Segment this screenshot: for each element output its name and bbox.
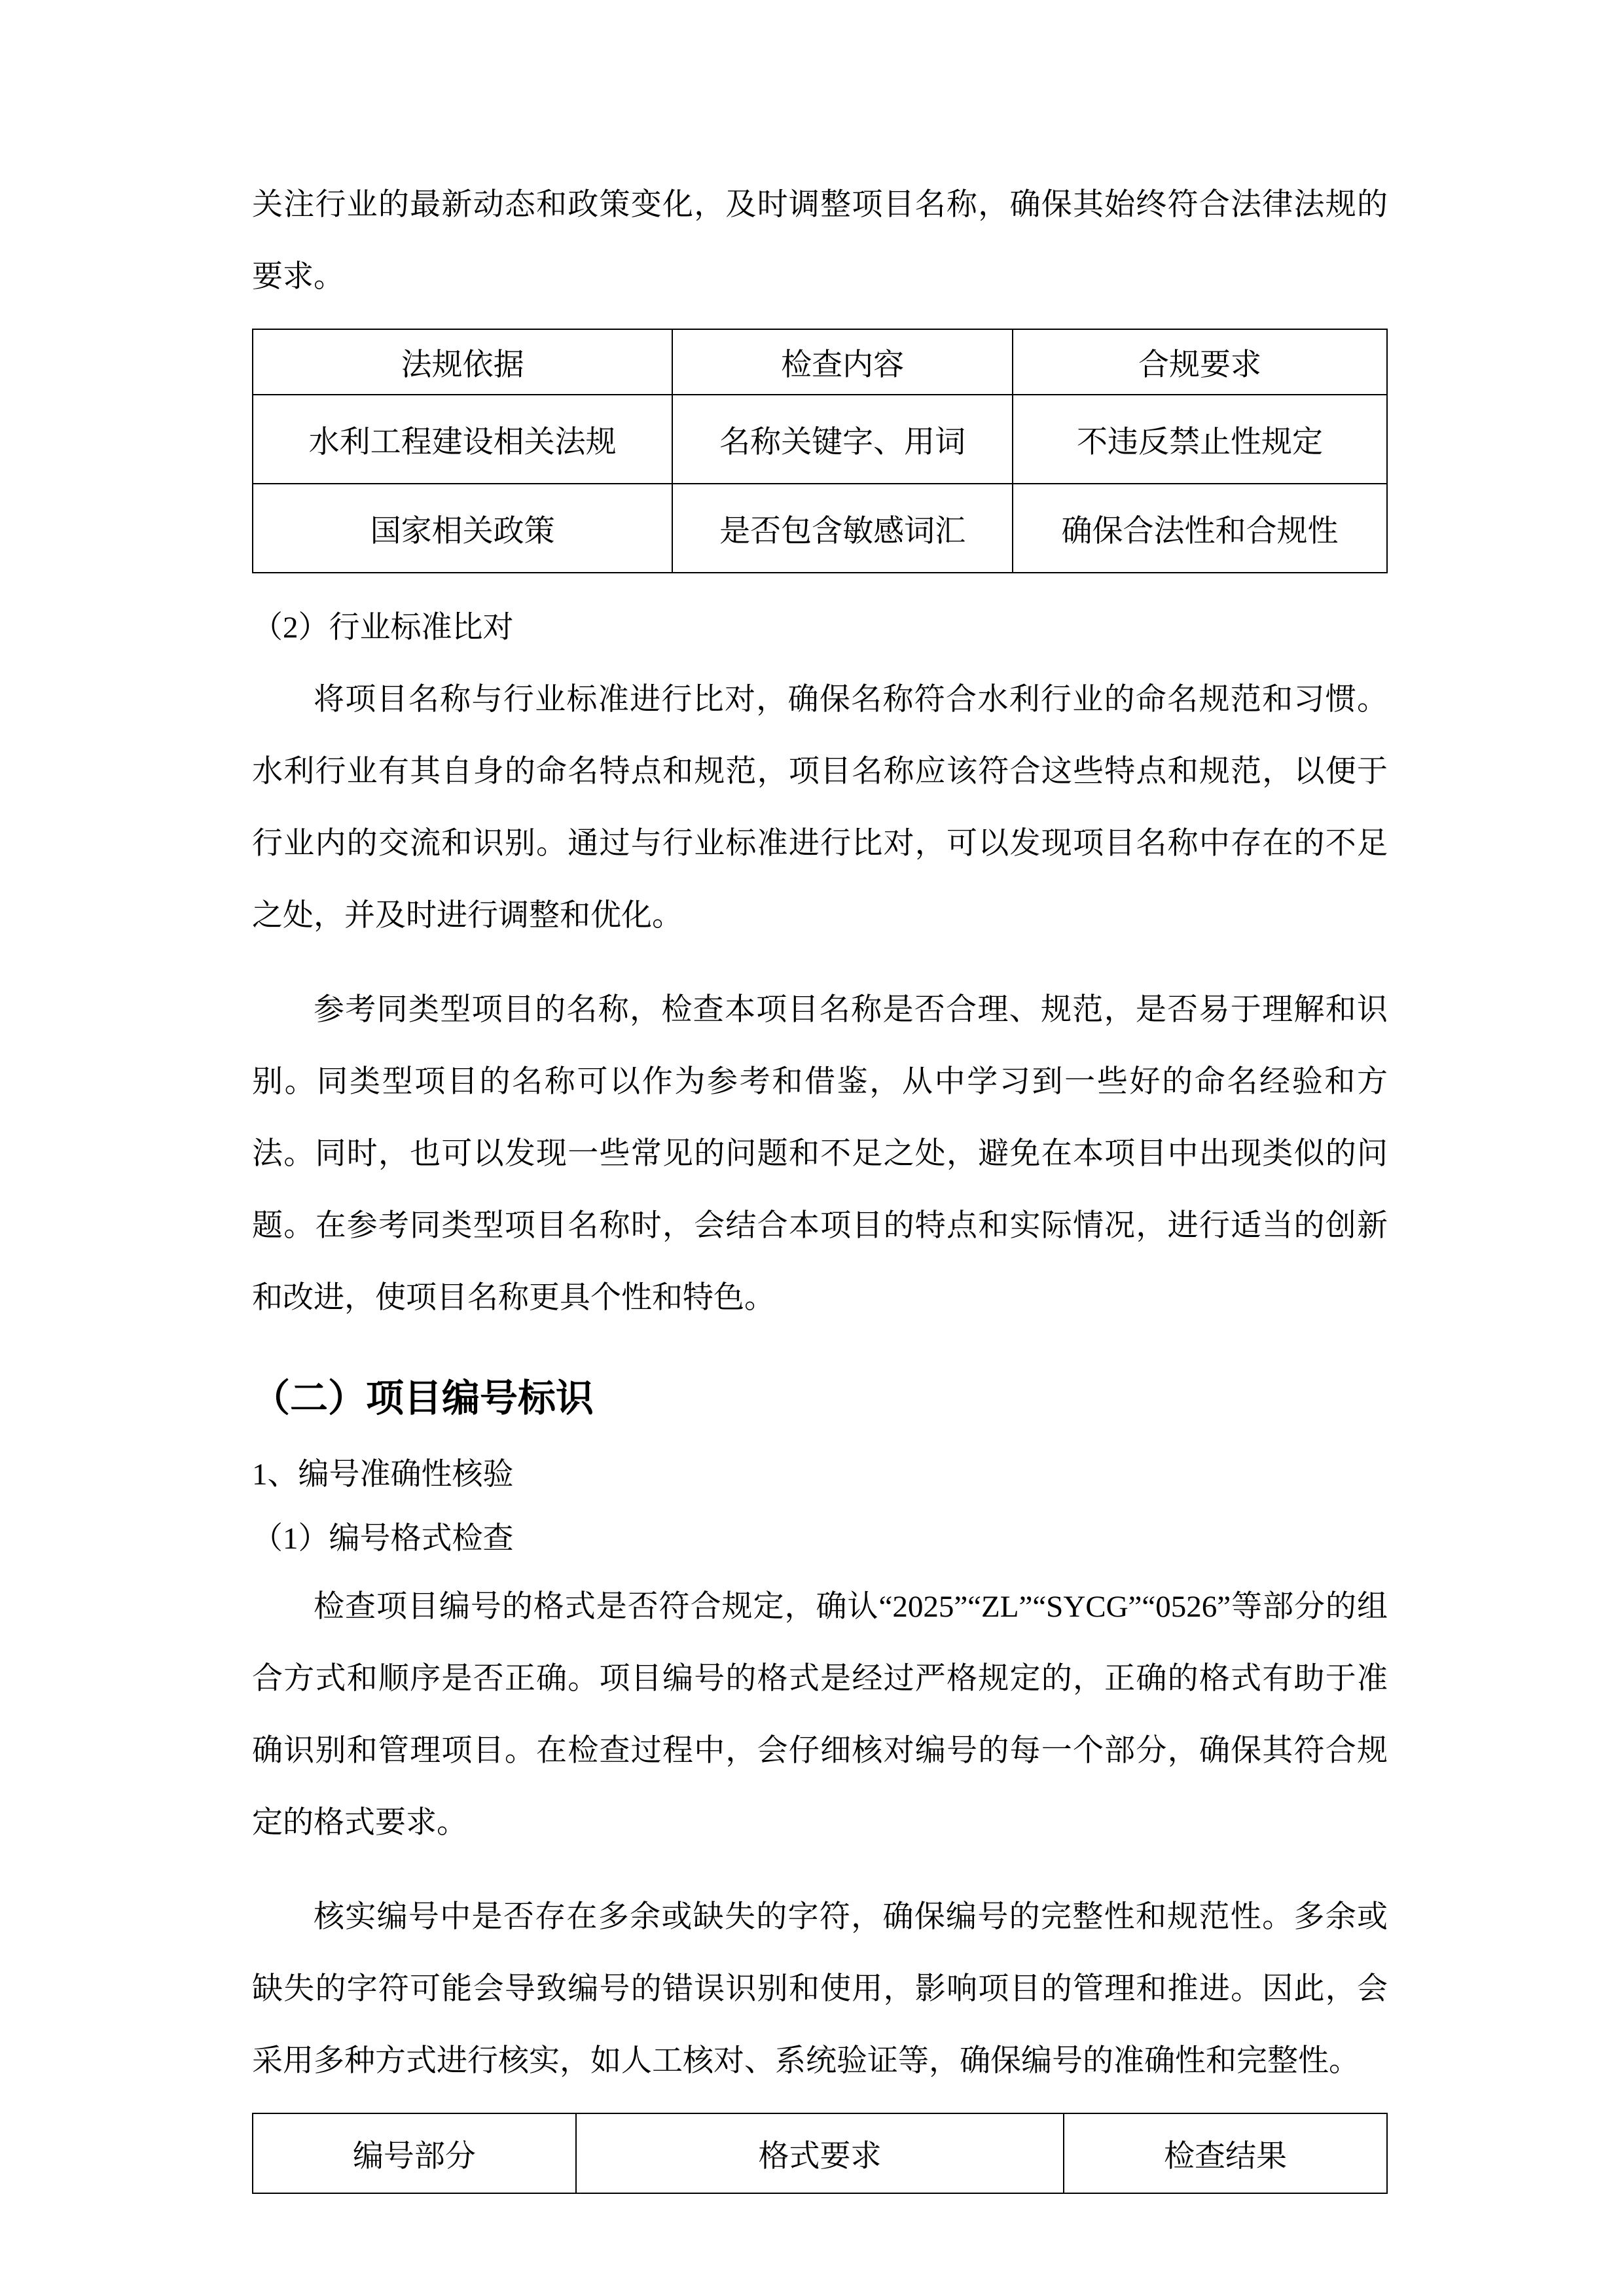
numbering-format-table	[252, 2113, 1388, 2194]
reference-projects-paragraph: 参考同类型项目的名称，检查本项目名称是否合理、规范，是否易于理解和识别。同类型项目的名称可以作为参考和借鉴，从中学习到一些好的命名经验和方法。同时，也可以发现一些常见的问题和不足之处，避免在本项目中出现类似的问题。在参考同类型项目名称时，会结合本项目的特点和实际情况，进行适当的创新和改进，使项目名称更具个性和特色。	[252, 993, 1388, 1315]
table-cell: 不违反禁止性规定	[1013, 395, 1387, 484]
subsection-label-accuracy-check: 1、编号准确性核验	[252, 1458, 514, 1492]
table-header-cell: 格式要求	[576, 2113, 1064, 2193]
format-check-paragraph: 检查项目编号的格式是否符合规定，确认“2025”“ZL”“SYCG”“0526”等部分的组合方式和顺序是否正确。项目编号的格式是经过严格规定的，正确的格式有助于准确识别和管理项目。在检查过程中，会仔细核对编号的每一个部分，确保其符合规定的格式要求。	[252, 1590, 1388, 1840]
table-header-row	[253, 2113, 1387, 2193]
continuation-paragraph: 关注行业的最新动态和政策变化，及时调整项目名称，确保其始终符合法律法规的要求。	[252, 188, 1388, 294]
table-cell: 是否包含敏感词汇	[672, 484, 1013, 573]
subsection-label-format-check: （1）编号格式检查	[252, 1522, 514, 1556]
table-header-cell: 法规依据	[253, 329, 672, 395]
industry-standard-paragraph: 将项目名称与行业标准进行比对，确保名称符合水利行业的命名规范和习惯。水利行业有其自身的命名特点和规范，项目名称应该符合这些特点和规范，以便于行业内的交流和识别。通过与行业标准进行比对，可以发现项目名称中存在的不足之处，并及时进行调整和优化。	[252, 683, 1388, 933]
table-header-cell: 检查结果	[1064, 2113, 1387, 2193]
character-verification-paragraph: 核实编号中是否存在多余或缺失的字符，确保编号的完整性和规范性。多余或缺失的字符可能会导致编号的错误识别和使用，影响项目的管理和推进。因此，会采用多种方式进行核实，如人工核对、系统验证等，确保编号的准确性和完整性。	[252, 1900, 1388, 2078]
regulation-compliance-table	[252, 329, 1388, 573]
table-row	[253, 484, 1387, 573]
table-header-cell: 编号部分	[253, 2113, 576, 2193]
table-cell: 国家相关政策	[253, 484, 672, 573]
subsection-label-industry-standard: （2）行业标准比对	[252, 611, 514, 645]
table-cell: 名称关键字、用词	[672, 395, 1013, 484]
table-header-cell: 检查内容	[672, 329, 1013, 395]
table-header-row	[253, 329, 1387, 395]
table-cell: 水利工程建设相关法规	[253, 395, 672, 484]
table-row	[253, 395, 1387, 484]
section-heading-project-number: （二）项目编号标识	[252, 1377, 594, 1420]
table-header-cell: 合规要求	[1013, 329, 1387, 395]
table-cell: 确保合法性和合规性	[1013, 484, 1387, 573]
